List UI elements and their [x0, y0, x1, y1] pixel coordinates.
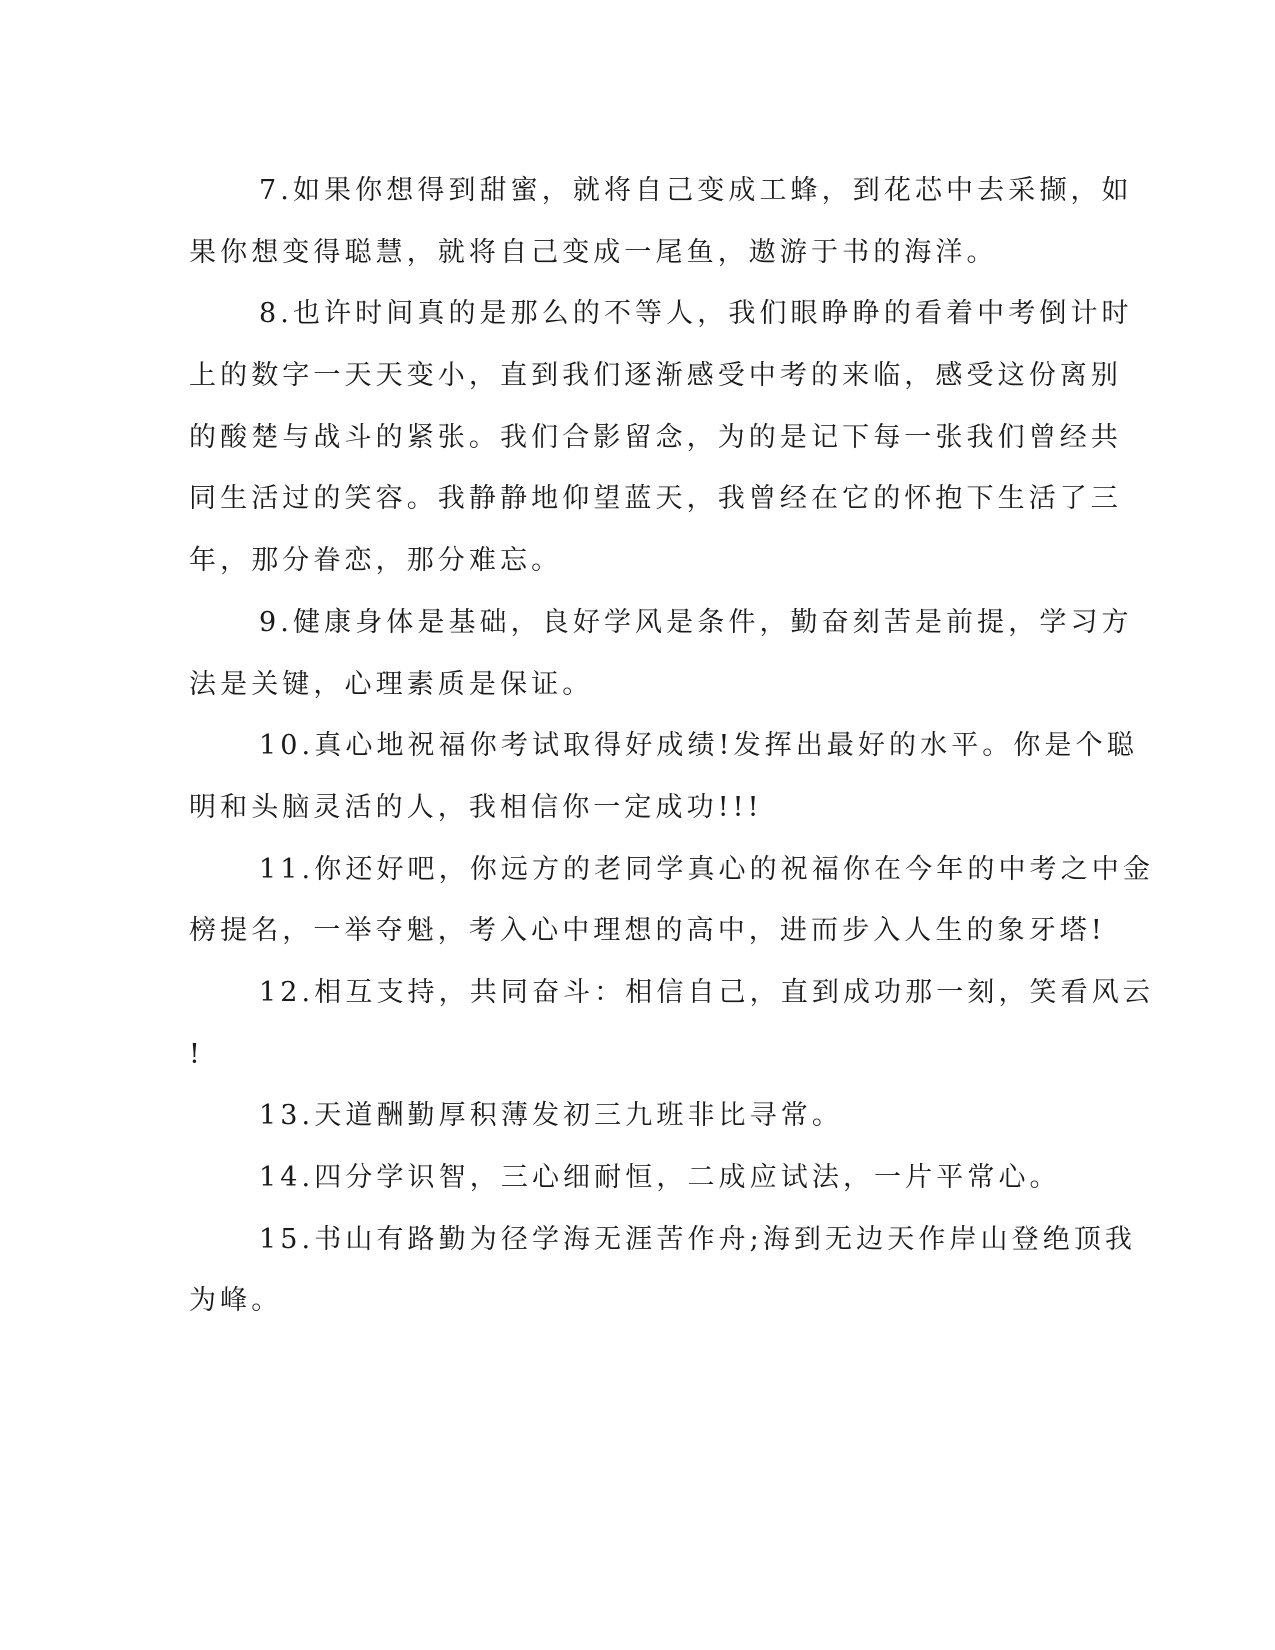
text-line: 明和头脑灵活的人，我相信你一定成功!!! [189, 791, 763, 823]
text-line: 榜提名，一举夺魁，考入心中理想的高中，进而步入人生的象牙塔! [189, 915, 1106, 947]
paragraph-10 [189, 715, 1138, 838]
text-line: ! [189, 1038, 204, 1070]
text-line: 14.四分学识智，三心细耐恒，二成应试法，一片平常心。 [259, 1162, 1061, 1193]
paragraph-8 [189, 283, 1133, 591]
text-line: 7.如果你想得到甜蜜，就将自己变成工蜂，到花芯中去采撷，如 [259, 175, 1133, 206]
text-line: 11.你还好吧，你远方的老同学真心的祝福你在今年的中考之中金 [259, 853, 1154, 885]
text-line: 8.也许时间真的是那么的不等人，我们眼睁睁的看着中考倒计时 [259, 298, 1133, 330]
paragraph-15 [189, 1209, 1137, 1332]
text-line: 的酸楚与战斗的紧张。我们合影留念，为的是记下每一张我们曾经共 [189, 421, 1122, 453]
paragraph-14 [189, 1147, 1079, 1209]
text-line: 10.真心地祝福你考试取得好成绩!发挥出最好的水平。你是个聪 [259, 730, 1138, 762]
text-line: 12.相互支持，共同奋斗：相信自己，直到成功那一刻，笑看风云 [259, 976, 1154, 1008]
text-line: 法是关键，心理素质是保证。 [189, 668, 594, 700]
text-line: 年，那分眷恋，那分难忘。 [189, 545, 563, 577]
text-line: 15.书山有路勤为径学海无涯苦作舟;海到无边天作岸山登绝顶我 [259, 1223, 1137, 1255]
text-line: 9.健康身体是基础，良好学风是条件，勤奋刻苦是前提，学习方 [259, 606, 1133, 638]
text-line: 为峰。 [189, 1285, 283, 1317]
paragraph-11 [189, 839, 1154, 962]
paragraph-9 [189, 592, 1133, 715]
paragraph-12 [189, 962, 1154, 1085]
text-line: 同生活过的笑容。我静静地仰望蓝天，我曾经在它的怀抱下生活了三 [189, 483, 1122, 515]
paragraph-7 [189, 160, 1133, 283]
text-line: 上的数字一天天变小，直到我们逐渐感受中考的来临，感受这份离别 [189, 360, 1122, 392]
paragraph-13 [189, 1085, 1079, 1147]
document-page [189, 160, 1154, 1332]
text-line: 13.天道酬勤厚积薄发初三九班非比寻常。 [259, 1100, 843, 1132]
text-line: 果你想变得聪慧，就将自己变成一尾鱼，遨游于书的海洋。 [189, 236, 998, 268]
